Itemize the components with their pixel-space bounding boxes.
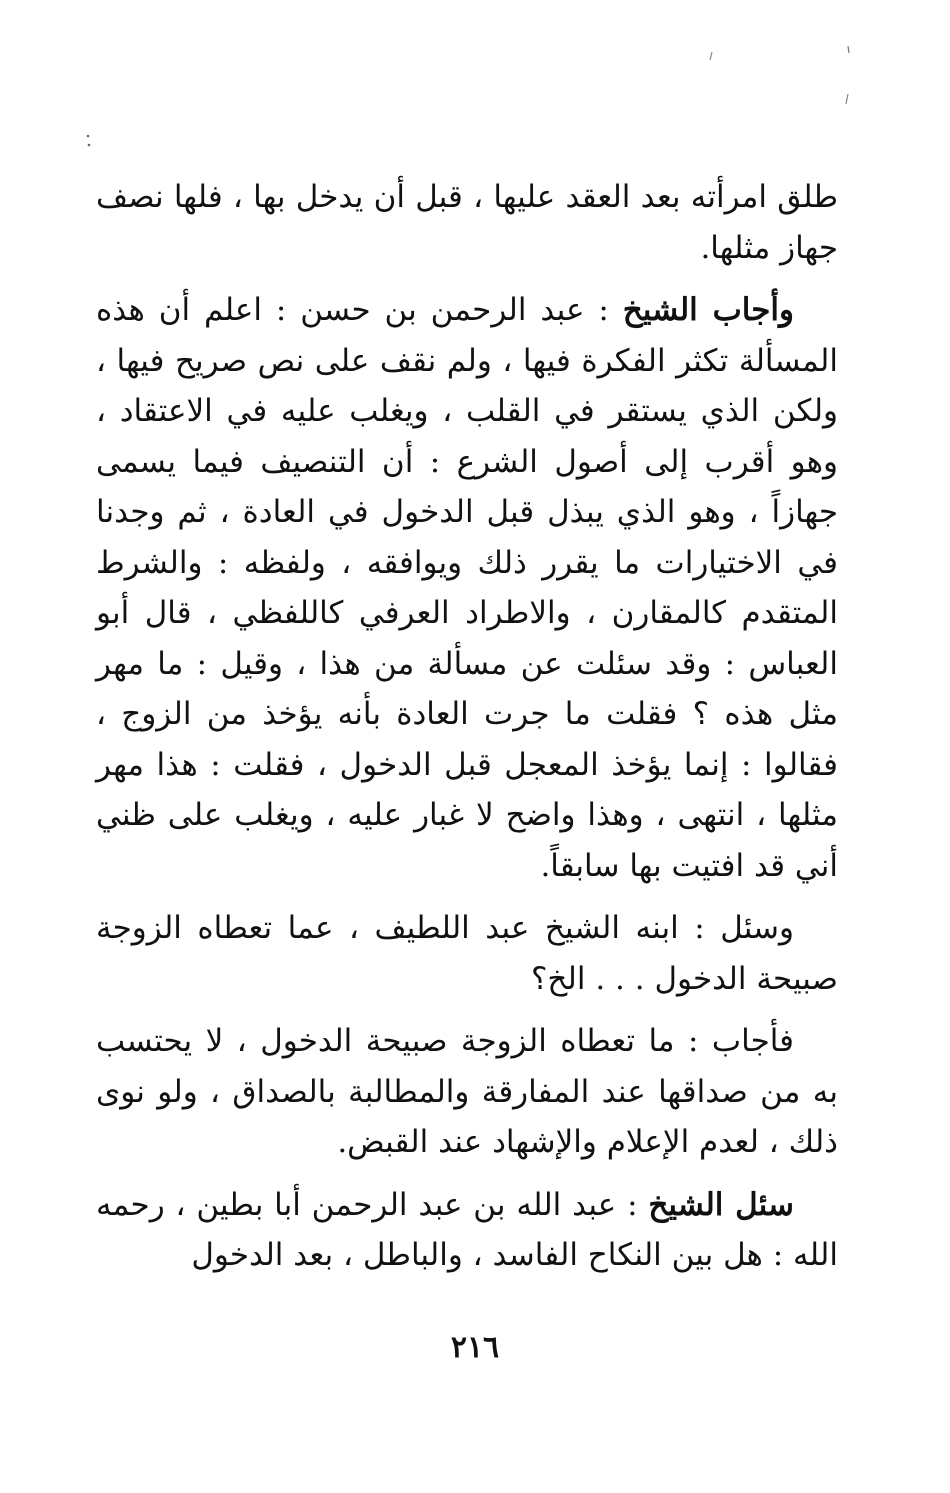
paragraph-3 [96, 903, 838, 1004]
page-number: ٢١٦ [450, 1330, 500, 1365]
paragraph-3-text: وسئل : ابنه الشيخ عبد اللطيف ، عما تعطاه الزوجة صبيحة الدخول . . . الخ؟ [96, 910, 838, 997]
paragraph-4-text: فأجاب : ما تعطاه الزوجة صبيحة الدخول ، لا يحتسب به من صداقها عند المفارقة والمطالبة بالصداق ، ولو نوى ذلك ، لعدم الإعلام والإشهاد عند القبض. [96, 1023, 838, 1160]
speck-3 [846, 94, 848, 104]
paragraph-5-text: : عبد الله بن عبد الرحمن أبا بطين ، رحمه الله : هل بين النكاح الفاسد ، والباطل ، بعد الدخول [96, 1186, 838, 1273]
paragraph-2-lead: وأجاب الشيخ [622, 292, 794, 328]
paragraph-5 [96, 1180, 838, 1281]
speck-2 [710, 52, 712, 60]
paragraph-2-text: : عبد الرحمن بن حسن : اعلم أن هذه المسألة تكثر الفكرة فيها ، ولم نقف على نص صريح فيها ، ولكن الذي يستقر في القلب ، ويغلب عليه في الاعتقاد ، وهو أقرب إلى أصول الشرع : أن التنصيف فيما يسمى جهازاً ، وهو الذي يبذل قبل الدخول في العادة ، ثم وجدنا في الاختيارات ما يقرر ذلك ويوافقه ، ولفظه : والشرط المتقدم كالمقارن ، والاطراد العرفي كاللفظي ، قال أبو العباس : وقد سئلت عن مسألة من هذا ، وقيل : ما مهر مثل هذه ؟ فقلت ما جرت العادة بأنه يؤخذ من الزوج ، فقالوا : إنما يؤخذ المعجل قبل الدخول ، فقلت : هذا مهر مثلها ، انتهى ، وهذا واضح لا غبار عليه ، ويغلب على ظني أني قد افتيت بها سابقاً. [96, 292, 838, 884]
paragraph-5-lead: سئل الشيخ [648, 1186, 794, 1223]
speck-1 [848, 46, 849, 53]
paragraph-1 [96, 172, 838, 273]
speck-4 [87, 135, 90, 138]
main-text [96, 172, 838, 1293]
paragraph-1-text: طلق امرأته بعد العقد عليها ، قبل أن يدخل بها ، فلها نصف جهاز مثلها. [96, 179, 838, 266]
scan-specks [0, 0, 950, 160]
paragraph-4 [96, 1016, 838, 1168]
paragraph-2 [96, 285, 838, 891]
speck-5 [88, 144, 91, 147]
